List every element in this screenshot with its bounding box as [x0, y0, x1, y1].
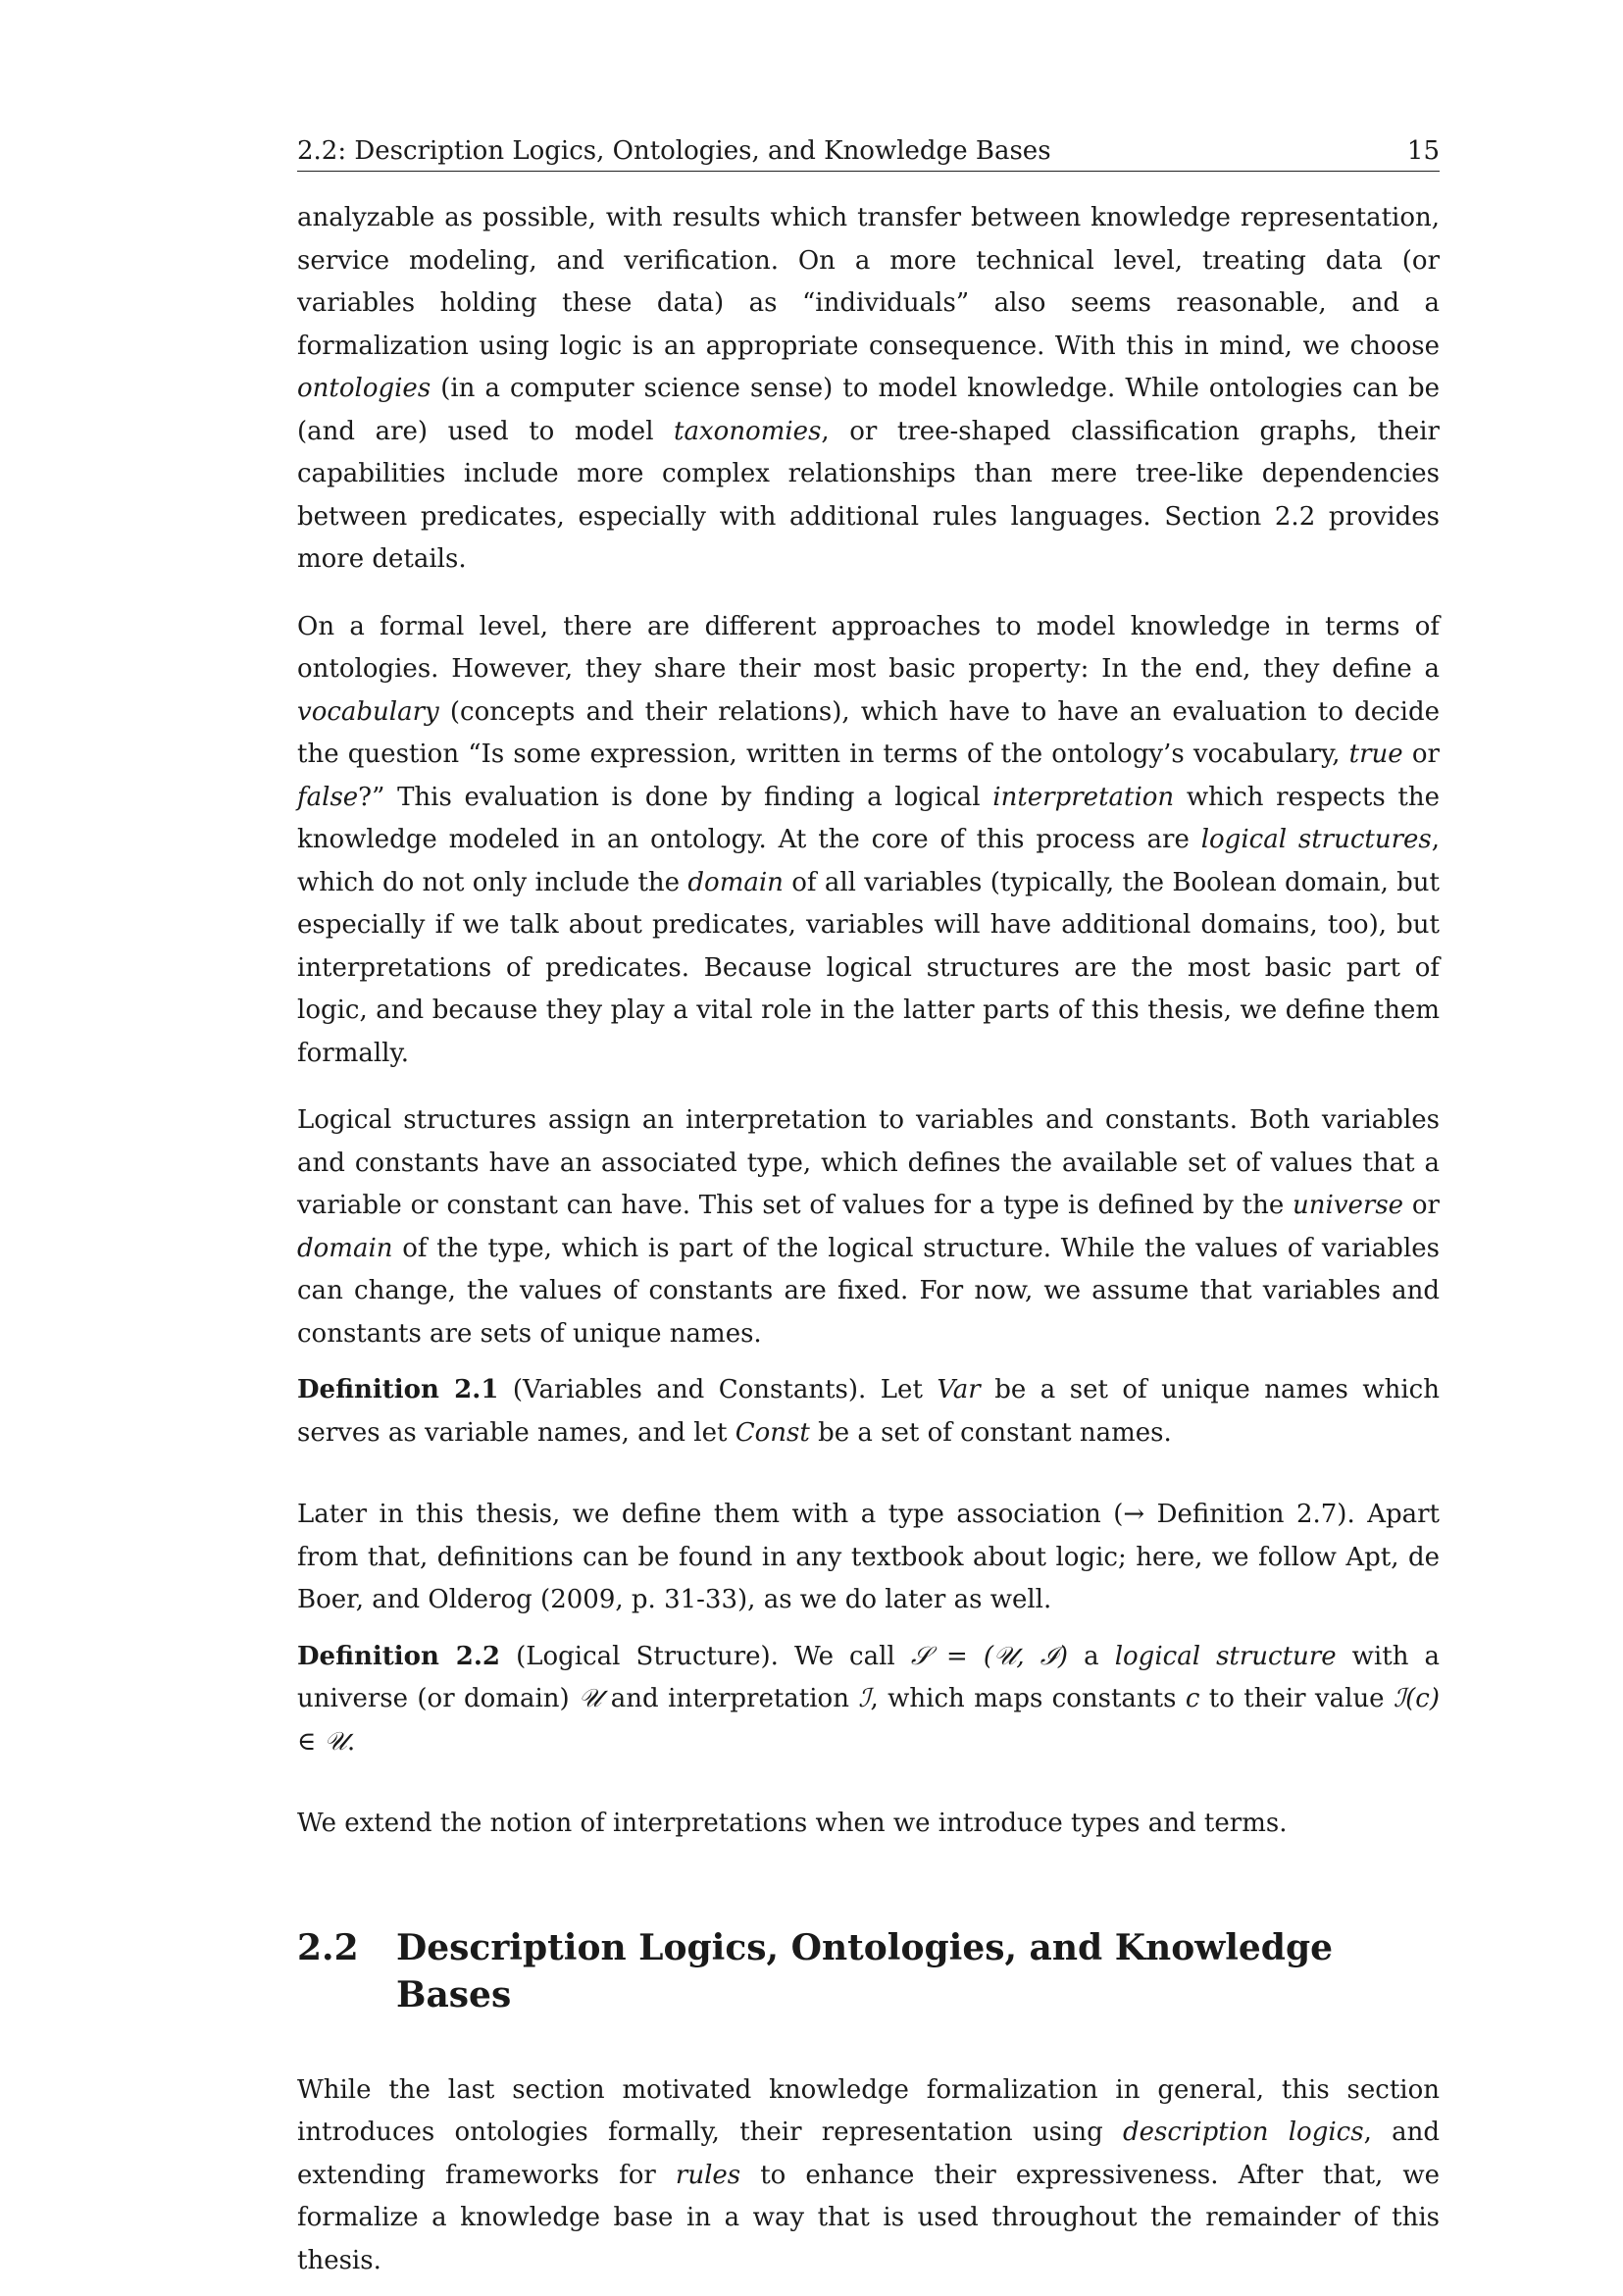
paragraph-3: Logical structures assign an interpretation to variables and constants. Both variables and constants have an associated type, which defines the available set of values that a variable or constant can have. This set of values for a type is defined by the universe or domain of the type, which is part of the logical structure. While the values of variables can change, the values of constants are fixed. For now, we assume that variables and constants are sets of unique names. — [297, 1105, 1440, 1349]
paragraph-1: analyzable as possible, with results which transfer between knowledge representation, service modeling, and verification. On a more technical level, treating data (or variables holding these data) as “individuals” also seems reasonable, and a formalization using logic is an appropriate consequence. With this in mind, we choose ontologies (in a computer science sense) to model knowledge. While ontologies can be (and are) used to model taxonomies, or tree-shaped classification graphs, their capabilities include more complex relationships than mere tree-like dependencies between predicates, especially with additional rules languages. Section 2.2 provides more details. — [297, 203, 1440, 574]
header-section-title: 2.2: Description Logics, Ontologies, and Knowledge Bases — [297, 136, 1051, 166]
paragraph-2: On a formal level, there are different approaches to model knowledge in terms of ontologies. However, they share their most basic property: In the end, they define a vocabulary (concepts and their relations), which have to have an evaluation to decide the question “Is some expression, written in terms of the ontology’s vocabulary, true or false?” This evaluation is done by finding a logical interpretation which respects the knowledge modeled in an ontology. At the core of this process are logical structures, which do not only include the domain of all variables (typically, the Boolean domain, but especially if we talk about predicates, variables will have additional domains, too), but interpretations of predicates. Because logical structures are the most basic part of logic, and because they play a vital role in the latter parts of this thesis, we define them formally. — [297, 611, 1440, 1068]
section-number: 2.2 — [297, 1926, 359, 1968]
page — [297, 133, 1440, 2282]
page-number: 15 — [1406, 136, 1440, 166]
definition-label: Definition 2.2 — [297, 1641, 500, 1671]
section-heading — [297, 1924, 1440, 2018]
running-header — [297, 133, 1440, 172]
definition-label: Definition 2.1 — [297, 1375, 499, 1404]
section-title: Description Logics, Ontologies, and Knowledge Bases — [396, 1926, 1334, 2015]
paragraph-6: While the last section motivated knowledge formalization in general, this section introduces ontologies formally, their representation using description logics, and extending frameworks for rules to enhance their expressiveness. After that, we formalize a knowledge base in a way that is used throughout the remainder of this thesis. — [297, 2074, 1440, 2275]
definition-2-1: Definition 2.1 (Variables and Constants). Let Var be a set of unique names which serves as variable names, and let Const be a set of constant names. — [297, 1375, 1440, 1448]
paragraph-4: Later in this thesis, we define them with a type association (→ Definition 2.7). Apart from that, definitions can be found in any textbook about logic; here, we follow Apt, de Boer, and Olderog (2009, p. 31-33), as we do later as well. — [297, 1500, 1440, 1614]
paragraph-5: We extend the notion of interpretations when we introduce types and terms. — [297, 1809, 1288, 1838]
definition-2-2: Definition 2.2 (Logical Structure). We call 𝒮 = (𝒰, ℐ) a logical structure with a universe (or domain) 𝒰 and interpretation ℐ, which maps constants c to their value ℐ(c) ∈ 𝒰. — [297, 1641, 1441, 1757]
